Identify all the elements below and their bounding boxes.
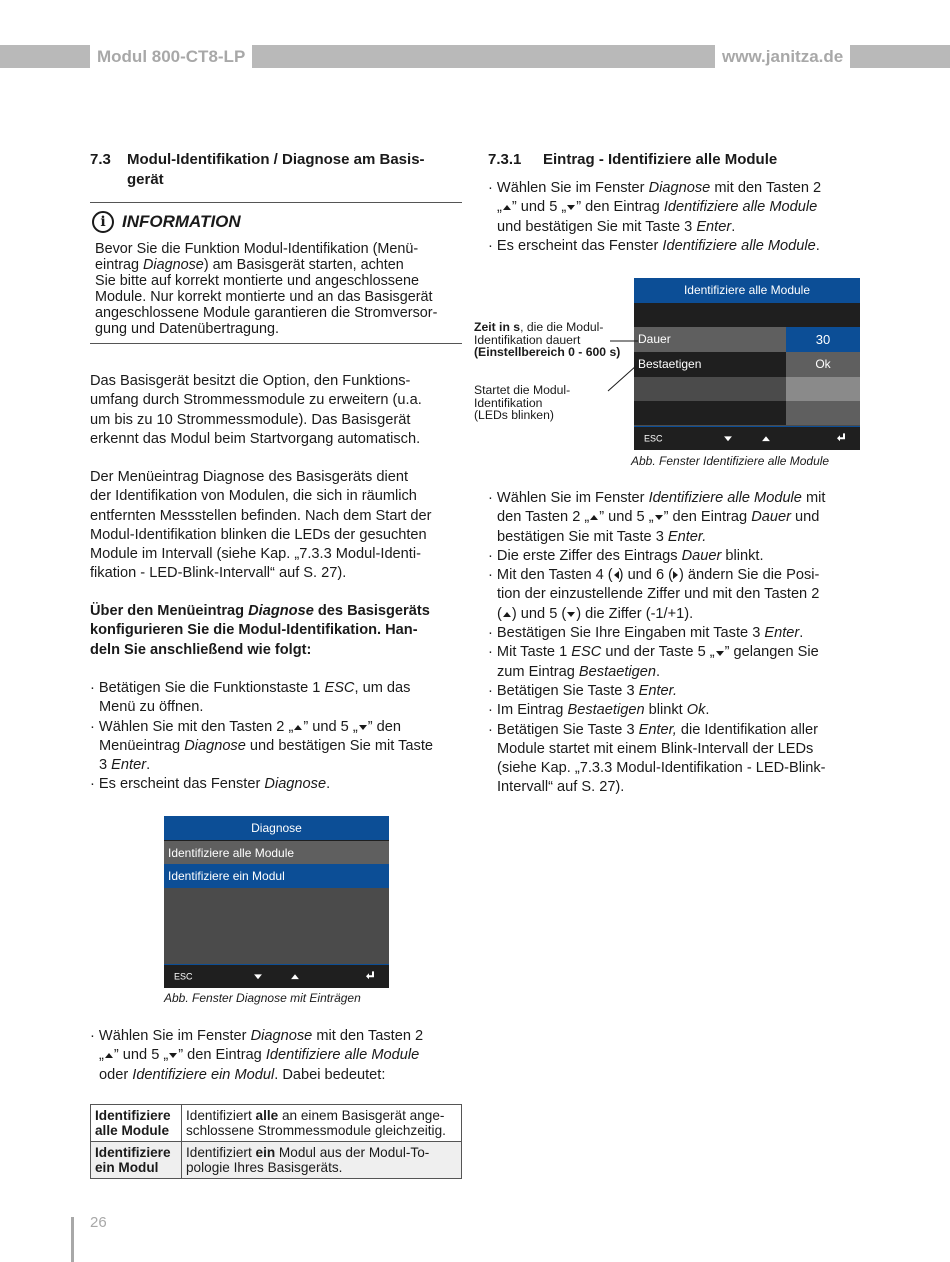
document-title: Modul 800-CT8-LP	[90, 43, 252, 70]
enter-icon[interactable]	[366, 967, 375, 986]
menu-item-identify-one[interactable]: Identifiziere ein Modul	[164, 864, 389, 888]
arrow-up-icon[interactable]	[762, 429, 770, 448]
info-icon: i	[92, 211, 114, 233]
annotation-confirm: Startet die Modul- Identifikation (LEDs blinken)	[474, 383, 571, 423]
list-item: · Wählen Sie im Fenster Diagnose mit den Tasten 2 „ ” und 5 „ ” den Eintrag Identifiziere alle Module oder Identifiziere ein Modul. Dabei bedeutet:	[90, 1027, 462, 1085]
list-item: · Mit den Tasten 4 ( ) und 6 ( ) ändern Sie die Posi- tion der einzustellende Ziffer und mit den Tasten 2 ( ) und 5 ( ) die Ziffer (-1/+1).	[488, 566, 868, 624]
setting-row-duration[interactable]	[634, 327, 860, 352]
list-item: · Es erscheint das Fenster Diagnose.	[90, 775, 462, 794]
table-key: Identifiziere alle Module	[91, 1105, 182, 1142]
arrow-up-icon	[293, 724, 303, 730]
arrow-down-icon[interactable]	[724, 429, 732, 448]
figure-caption: Abb. Fenster Diagnose mit Einträgen	[164, 991, 361, 1005]
screen-spacer	[634, 303, 860, 327]
list-item: · Es erscheint das Fenster Identifiziere alle Module.	[488, 237, 868, 256]
subsection-heading	[488, 150, 868, 170]
arrow-down-icon[interactable]	[254, 967, 262, 986]
arrow-down-icon	[168, 1052, 178, 1058]
table-value: Identifiziert ein Modul aus der Modul-To- pologie Ihres Basisgeräts.	[182, 1142, 462, 1179]
paragraph-option: Das Basisgerät besitzt die Option, den Funktions- umfang durch Strommessmodule zu erweitern (u.a. um bis zu 10 Strommessmodule). Das Basisgerät erkennt das Modul beim Startvorgang automatisch.	[90, 373, 422, 447]
section-title: Modul-Identifikation / Diagnose am Basis- gerät	[127, 151, 425, 188]
list-item: · Wählen Sie im Fenster Identifiziere alle Module mit den Tasten 2 „ ” und 5 „ ” den Eintrag Dauer und bestätigen Sie mit Taste 3 Enter.	[488, 489, 868, 547]
annotation-duration: Zeit in s, die die Modul- Identifikation dauert (Einstellbereich 0 - 600 s)	[474, 320, 621, 360]
empty-row	[634, 401, 860, 425]
definition-table	[90, 1104, 462, 1179]
website-url[interactable]: www.janitza.de	[715, 43, 850, 70]
steps-list	[90, 679, 462, 795]
arrow-up-icon	[502, 204, 512, 210]
esc-softkey[interactable]: ESC	[644, 432, 663, 443]
information-text: Bevor Sie die Funktion Modul-Identifikation (Menü- eintrag Diagnose) am Basisgerät starten, achten Sie bitte auf korrekt montierte und angeschlossene Module. Nur korrekt montierte und an das Basisgerät angeschlossene Module garantieren die Stromversor- gung und Datenübertragung.	[95, 241, 438, 337]
diagnose-screen	[164, 816, 389, 988]
list-item: · Wählen Sie im Fenster Diagnose mit den Tasten 2 „ ” und 5 „ ” den Eintrag Identifiziere alle Module und bestätigen Sie mit Taste 3 Enter.	[488, 179, 868, 237]
screen-title: Identifiziere alle Module	[634, 278, 860, 303]
list-item: · Betätigen Sie die Funktionstaste 1 ESC, um das Menü zu öffnen.	[90, 679, 462, 718]
menu-item-identify-all[interactable]: Identifiziere alle Module	[164, 840, 389, 864]
arrow-down-icon	[566, 611, 576, 617]
list-item: · Die erste Ziffer des Eintrags Dauer blinkt.	[488, 547, 868, 566]
list-item: · Im Eintrag Bestaetigen blinkt Ok.	[488, 701, 868, 720]
setting-row-confirm[interactable]	[634, 352, 860, 377]
figure-caption: Abb. Fenster Identifiziere alle Module	[631, 454, 830, 468]
list-item: · Bestätigen Sie Ihre Eingaben mit Taste 3 Enter.	[488, 624, 868, 643]
list-item: · Wählen Sie mit den Tasten 2 „ ” und 5 „ ” den Menüeintrag Diagnose und bestätigen Sie mit Taste 3 Enter.	[90, 718, 462, 776]
arrow-down-icon	[358, 724, 368, 730]
arrow-up-icon	[589, 514, 599, 520]
list-item: · Mit Taste 1 ESC und der Taste 5 „ ” gelangen Sie zum Eintrag Bestaetigen.	[488, 643, 868, 682]
softkey-bar	[634, 426, 860, 450]
table-row	[91, 1105, 462, 1142]
footer-rule	[71, 1217, 74, 1262]
information-heading	[92, 211, 241, 233]
esc-softkey[interactable]: ESC	[174, 970, 193, 981]
arrow-down-icon	[654, 514, 664, 520]
enter-icon[interactable]	[837, 429, 846, 448]
information-title: INFORMATION	[122, 212, 241, 232]
paragraph-diagnose: Der Menüeintrag Diagnose des Basisgeräts dient der Identifikation von Modulen, die sich in räumlich entfernten Messstellen befinden. Nach dem Start der Modul-Identifikation blinken die LEDs der gesuchten Module im Intervall (siehe Kap. „7.3.3 Modul-Identi- fikation - LED-Blink-Intervall“ auf S. 27).	[90, 469, 432, 582]
setting-label: Dauer	[634, 327, 786, 352]
list-item: · Betätigen Sie Taste 3 Enter, die Identifikation aller Module startet mit einem Blink-Intervall der LEDs (siehe Kap. „7.3.3 Modul-Identifikation - LED-Blink- Intervall“ auf S. 27).	[488, 721, 868, 798]
subsection-title: Eintrag - Identifiziere alle Module	[543, 151, 778, 168]
callout-lines	[600, 336, 640, 396]
page-number: 26	[90, 1214, 107, 1231]
information-box	[90, 202, 462, 344]
table-key: Identifiziere ein Modul	[91, 1142, 182, 1179]
arrow-down-icon	[566, 204, 576, 210]
subsection-number: 7.3.1	[488, 151, 522, 168]
screen-title: Diagnose	[164, 816, 389, 840]
identify-all-screen	[634, 278, 860, 450]
section-number: 7.3	[90, 151, 111, 168]
table-row	[91, 1142, 462, 1179]
softkey-bar	[164, 964, 389, 988]
steps-list-3	[488, 179, 868, 256]
arrow-up-icon[interactable]	[291, 967, 299, 986]
steps-list-2	[90, 1027, 462, 1085]
list-item: · Betätigen Sie Taste 3 Enter.	[488, 682, 868, 701]
arrow-down-icon	[715, 650, 725, 656]
steps-list-4	[488, 489, 868, 798]
instruction-intro: Über den Menüeintrag Diagnose des Basisgeräts konfigurieren Sie die Modul-Identifikation. Han- deln Sie anschließend wie folgt:	[90, 603, 430, 658]
confirm-value[interactable]: Ok	[786, 352, 860, 377]
section-heading	[90, 150, 462, 190]
setting-label: Bestaetigen	[634, 352, 786, 377]
duration-value[interactable]: 30	[786, 327, 860, 352]
arrow-up-icon	[104, 1052, 114, 1058]
table-value: Identifiziert alle an einem Basisgerät ange- schlossene Strommessmodule gleichzeitig.	[182, 1105, 462, 1142]
arrow-up-icon	[502, 611, 512, 617]
empty-row	[634, 377, 860, 401]
